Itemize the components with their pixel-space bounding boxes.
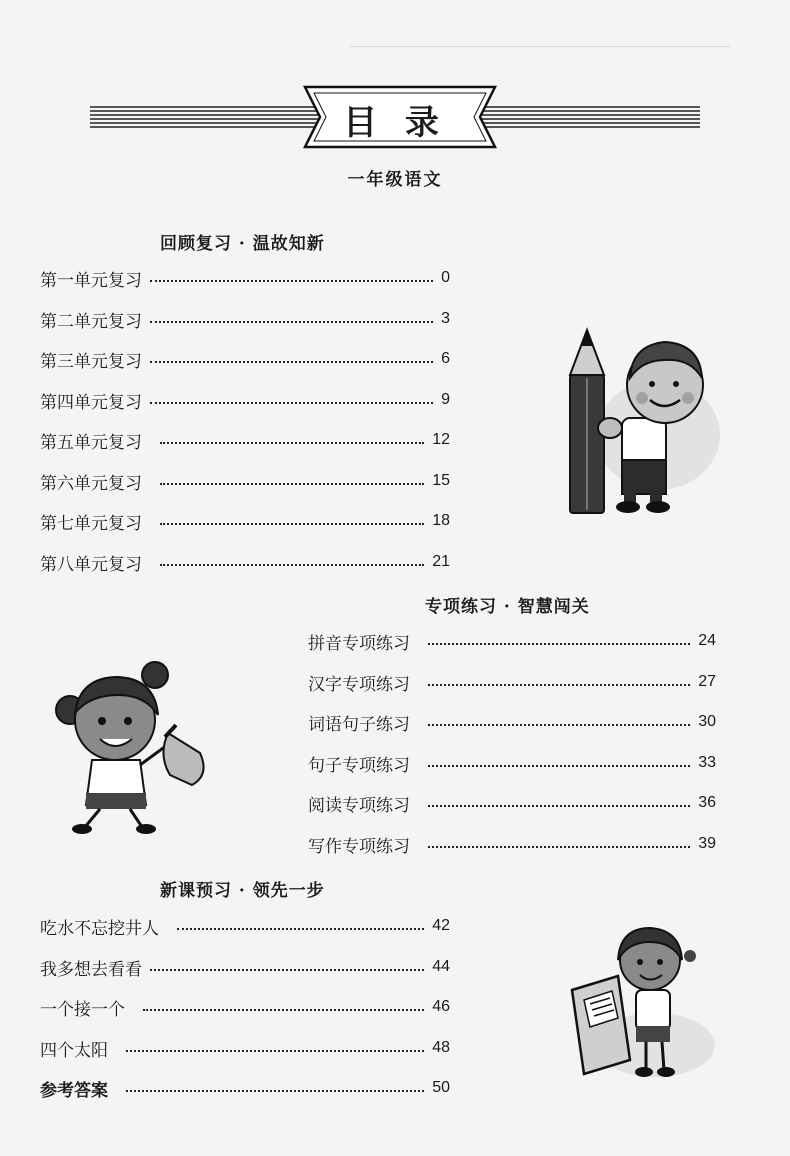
grade-subject: 一年级语文 xyxy=(347,170,443,190)
toc-item-answers[interactable]: 参考答案 50 xyxy=(40,1079,450,1101)
toc-item[interactable]: 吃水不忘挖井人 42 xyxy=(40,917,450,939)
toc-item[interactable]: 第六单元复习 15 xyxy=(40,472,450,494)
toc-item[interactable]: 词语句子练习 30 xyxy=(308,713,716,735)
toc-item[interactable]: 句子专项练习 33 xyxy=(308,754,716,776)
girl-with-bell-illustration xyxy=(50,655,220,835)
toc-item[interactable]: 我多想去看看 44 xyxy=(40,958,450,980)
toc-item[interactable]: 第一单元复习 0 xyxy=(40,269,450,291)
boy-with-pencil-illustration xyxy=(540,320,730,520)
toc-item[interactable]: 一个接一个 46 xyxy=(40,998,450,1020)
toc-item[interactable]: 四个太阳 48 xyxy=(40,1039,450,1061)
toc-item[interactable]: 第三单元复习 6 xyxy=(40,350,450,372)
toc-item[interactable]: 写作专项练习 39 xyxy=(308,835,716,857)
toc-item[interactable]: 第四单元复习 9 xyxy=(40,391,450,413)
bleed-through-header xyxy=(350,20,730,47)
toc-item[interactable]: 拼音专项练习 24 xyxy=(308,632,716,654)
toc-item[interactable]: 阅读专项练习 36 xyxy=(308,794,716,816)
toc-item[interactable]: 第七单元复习 18 xyxy=(40,512,450,534)
toc-item[interactable]: 汉字专项练习 27 xyxy=(308,673,716,695)
toc-item[interactable]: 第五单元复习 12 xyxy=(40,431,450,453)
page-title: 目 录 xyxy=(343,103,447,143)
girl-with-book-illustration xyxy=(560,920,720,1085)
section-title-preview: 新课预习 · 领先一步 xyxy=(160,881,325,901)
section-title-practice: 专项练习 · 智慧闯关 xyxy=(425,597,590,617)
toc-item[interactable]: 第二单元复习 3 xyxy=(40,310,450,332)
section-title-review: 回顾复习 · 温故知新 xyxy=(160,234,325,254)
toc-item[interactable]: 第八单元复习 21 xyxy=(40,553,450,575)
